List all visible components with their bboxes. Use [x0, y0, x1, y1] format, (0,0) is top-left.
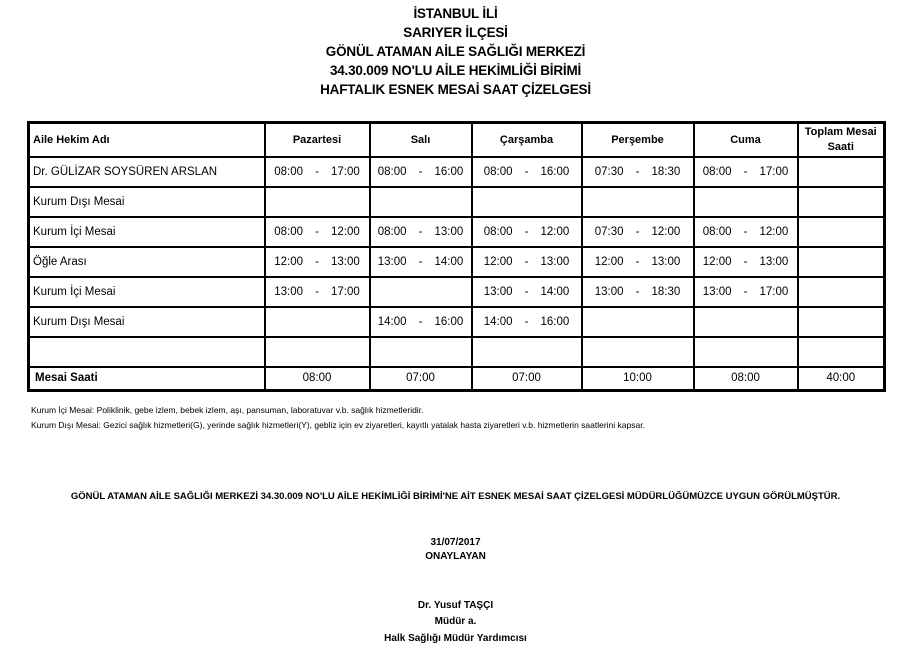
row-label: Öğle Arası — [29, 247, 265, 277]
note-kurum-disi: Kurum Dışı Mesai: Gezici sağlık hizmetleri(G), yerinde sağlık hizmetleri(Y), gebliz için ev ziyaretleri, kayıtlı yatalak hasta ziyaretleri v.b. hizmetlerin saatlerini kapsar. — [31, 420, 645, 430]
time-cell — [370, 337, 472, 367]
start-time: 12:00 — [594, 255, 624, 268]
end-time: 12:00 — [651, 225, 681, 238]
time-cell — [265, 247, 370, 277]
dash: - — [743, 165, 748, 178]
daily-total: 07:00 — [472, 367, 582, 391]
column-header: Çarşamba — [472, 123, 582, 157]
end-time: 12:00 — [540, 225, 570, 238]
dash: - — [418, 165, 423, 178]
time-cell — [472, 157, 582, 187]
time-cell — [265, 157, 370, 187]
daily-total: 08:00 — [694, 367, 798, 391]
header-line: GÖNÜL ATAMAN AİLE SAĞLIĞI MERKEZİ — [325, 44, 586, 59]
end-time: 14:00 — [540, 285, 570, 298]
total-row — [29, 367, 885, 391]
start-time: 13:00 — [377, 255, 407, 268]
note-kurum-ici: Kurum İçi Mesai: Poliklinik, gebe izlem, bebek izlem, aşı, pansuman, laboratuvar v.b. sağlık hizmetleridir. — [31, 405, 424, 415]
time-cell — [370, 247, 472, 277]
end-time: 16:00 — [540, 165, 570, 178]
table-row — [29, 307, 885, 337]
dash: - — [743, 255, 748, 268]
end-time: 17:00 — [759, 165, 789, 178]
column-header-text: Toplam Mesai Saati — [804, 125, 877, 153]
time-cell — [472, 337, 582, 367]
total-cell — [798, 187, 885, 217]
daily-total: 07:00 — [370, 367, 472, 391]
signatory-name: Dr. Yusuf TAŞÇI — [417, 600, 494, 611]
end-time: 18:30 — [651, 165, 681, 178]
time-cell — [694, 157, 798, 187]
total-cell — [798, 247, 885, 277]
row-label: Kurum Dışı Mesai — [29, 307, 265, 337]
schedule-table — [27, 121, 886, 392]
time-cell — [370, 217, 472, 247]
table-row — [29, 187, 885, 217]
row-label: Kurum Dışı Mesai — [29, 187, 265, 217]
dash: - — [743, 285, 748, 298]
end-time: 16:00 — [540, 315, 570, 328]
dash: - — [418, 255, 423, 268]
start-time: 08:00 — [702, 225, 732, 238]
end-time: 13:00 — [651, 255, 681, 268]
start-time: 08:00 — [702, 165, 732, 178]
total-cell — [798, 157, 885, 187]
time-cell — [472, 277, 582, 307]
signatory-role: Müdür a. — [434, 616, 477, 627]
time-cell — [582, 157, 694, 187]
time-cell — [370, 187, 472, 217]
table-row — [29, 217, 885, 247]
start-time: 08:00 — [377, 225, 407, 238]
time-cell — [694, 307, 798, 337]
time-cell — [582, 307, 694, 337]
time-cell — [582, 187, 694, 217]
row-label — [29, 337, 265, 367]
time-cell — [582, 277, 694, 307]
header-line: HAFTALIK ESNEK MESAİ SAAT ÇİZELGESİ — [320, 82, 591, 97]
daily-total: 10:00 — [582, 367, 694, 391]
total-cell — [798, 337, 885, 367]
start-time: 14:00 — [483, 315, 513, 328]
column-header: Aile Hekim Adı — [29, 123, 265, 157]
time-cell — [472, 307, 582, 337]
dash: - — [418, 225, 423, 238]
start-time: 08:00 — [274, 225, 303, 238]
time-cell — [472, 187, 582, 217]
start-time: 12:00 — [483, 255, 513, 268]
start-time: 12:00 — [702, 255, 732, 268]
dash: - — [418, 315, 423, 328]
start-time: 12:00 — [274, 255, 303, 268]
start-time: 07:30 — [594, 225, 624, 238]
start-time: 13:00 — [483, 285, 513, 298]
dash: - — [635, 165, 640, 178]
signatory-title: Halk Sağlığı Müdür Yardımcısı — [384, 633, 527, 644]
start-time: 13:00 — [702, 285, 732, 298]
end-time: 17:00 — [331, 285, 360, 298]
dash: - — [743, 225, 748, 238]
total-cell — [798, 217, 885, 247]
time-cell — [694, 217, 798, 247]
column-header: Pazartesi — [265, 123, 370, 157]
time-cell — [694, 187, 798, 217]
time-cell — [265, 187, 370, 217]
end-time: 16:00 — [434, 315, 464, 328]
total-label: Mesai Saati — [29, 367, 265, 391]
time-cell — [370, 307, 472, 337]
column-header: Salı — [370, 123, 472, 157]
end-time: 17:00 — [331, 165, 360, 178]
weekly-total: 40:00 — [798, 367, 885, 391]
end-time: 13:00 — [434, 225, 464, 238]
time-cell — [694, 247, 798, 277]
start-time: 13:00 — [594, 285, 624, 298]
start-time: 08:00 — [483, 165, 513, 178]
column-header: Cuma — [694, 123, 798, 157]
start-time: 07:30 — [594, 165, 624, 178]
row-label: Kurum İçi Mesai — [29, 277, 265, 307]
time-cell — [472, 217, 582, 247]
time-cell — [370, 157, 472, 187]
start-time: 14:00 — [377, 315, 407, 328]
time-cell — [582, 247, 694, 277]
end-time: 12:00 — [759, 225, 789, 238]
daily-total: 08:00 — [265, 367, 370, 391]
column-header — [798, 123, 885, 157]
row-label: Kurum İçi Mesai — [29, 217, 265, 247]
table-row — [29, 277, 885, 307]
dash: - — [524, 165, 529, 178]
end-time: 16:00 — [434, 165, 464, 178]
time-cell — [265, 217, 370, 247]
dash: - — [635, 255, 640, 268]
approved-by-label: ONAYLAYAN — [425, 551, 486, 562]
end-time: 14:00 — [434, 255, 464, 268]
row-label: Dr. GÜLİZAR SOYSÜREN ARSLAN — [29, 157, 265, 187]
dash: - — [315, 255, 319, 268]
approval-statement: GÖNÜL ATAMAN AİLE SAĞLIĞI MERKEZİ 34.30.009 NO'LU AİLE HEKİMLİĞİ BİRİMİ'NE AİT ESNEK MESAİ SAAT ÇİZELGESİ MÜDÜRLÜĞÜMÜZCE UYGUN GÖRÜLMÜŞTÜR. — [70, 491, 841, 502]
dash: - — [635, 285, 640, 298]
approval-date: 31/07/2017 — [430, 537, 481, 548]
time-cell — [472, 247, 582, 277]
end-time: 13:00 — [331, 255, 360, 268]
time-cell — [265, 307, 370, 337]
start-time: 08:00 — [377, 165, 407, 178]
dash: - — [315, 225, 319, 238]
header-line: İSTANBUL İLİ — [413, 6, 498, 21]
table-row — [29, 247, 885, 277]
dash: - — [635, 225, 640, 238]
start-time: 08:00 — [483, 225, 513, 238]
end-time: 17:00 — [759, 285, 789, 298]
dash: - — [524, 285, 529, 298]
time-cell — [370, 277, 472, 307]
dash: - — [524, 255, 529, 268]
dash: - — [315, 285, 319, 298]
dash: - — [524, 315, 529, 328]
end-time: 13:00 — [759, 255, 789, 268]
time-cell — [265, 277, 370, 307]
end-time: 13:00 — [540, 255, 570, 268]
table-row — [29, 157, 885, 187]
end-time: 18:30 — [651, 285, 681, 298]
start-time: 08:00 — [274, 165, 303, 178]
dash: - — [315, 165, 319, 178]
time-cell — [582, 217, 694, 247]
header-line: 34.30.009 NO'LU AİLE HEKİMLİĞİ BİRİMİ — [329, 63, 582, 78]
time-cell — [265, 337, 370, 367]
column-header: Perşembe — [582, 123, 694, 157]
time-cell — [582, 337, 694, 367]
end-time: 12:00 — [331, 225, 360, 238]
start-time: 13:00 — [274, 285, 303, 298]
total-cell — [798, 307, 885, 337]
header-line: SARIYER İLÇESİ — [403, 25, 508, 40]
total-cell — [798, 277, 885, 307]
time-cell — [694, 277, 798, 307]
table-header-row — [29, 123, 885, 157]
table-row — [29, 337, 885, 367]
dash: - — [524, 225, 529, 238]
time-cell — [694, 337, 798, 367]
